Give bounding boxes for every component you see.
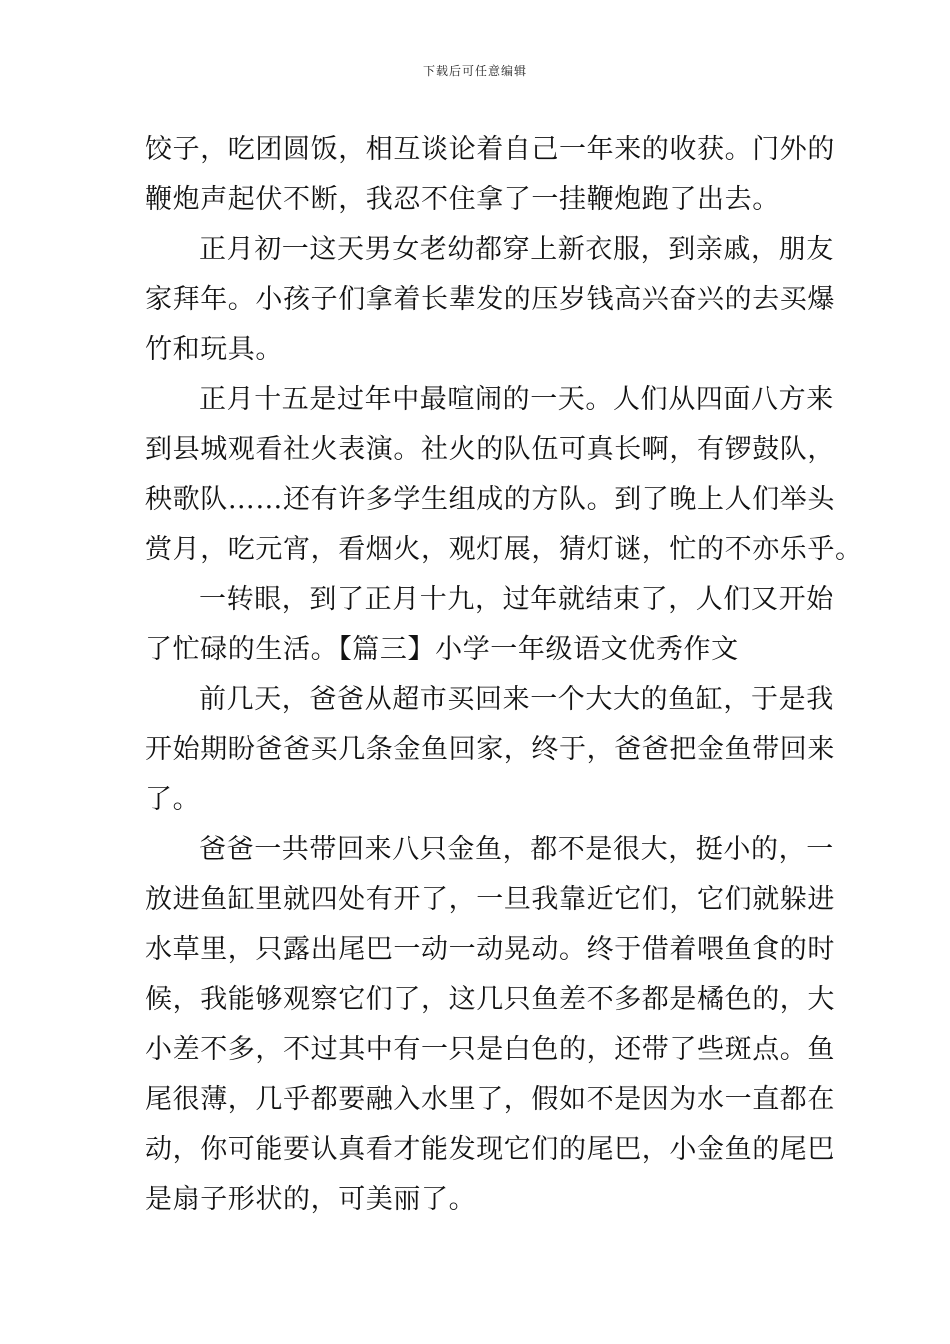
text-line: 水草里，只露出尾巴一动一动晃动。终于借着喂鱼食的时 [145, 934, 835, 965]
document-body [145, 125, 863, 1225]
text-line: 是扇子形状的，可美丽了。 [145, 1184, 477, 1215]
text-line: 正月十五是过年中最喧闹的一天。人们从四面八方来 [199, 384, 834, 415]
text-line: 赏月，吃元宵，看烟火，观灯展，猜灯谜，忙的不亦乐乎。 [145, 534, 863, 565]
text-line: 家拜年。小孩子们拿着长辈发的压岁钱高兴奋兴的去买爆 [145, 284, 835, 315]
text-line: 前几天，爸爸从超市买回来一个大大的鱼缸，于是我 [199, 684, 834, 715]
text-line: 鞭炮声起伏不断，我忍不住拿了一挂鞭炮跑了出去。 [145, 184, 780, 215]
text-line: 正月初一这天男女老幼都穿上新衣服，到亲戚，朋友 [199, 234, 834, 265]
page-header: 下载后可任意编辑 [422, 64, 527, 78]
text-line: 动，你可能要认真看才能发现它们的尾巴，小金鱼的尾巴 [145, 1134, 835, 1165]
text-line: 尾很薄，几乎都要融入水里了，假如不是因为水一直都在 [145, 1084, 835, 1115]
text-line: 了。 [145, 784, 201, 815]
text-line: 小差不多，不过其中有一只是白色的，还带了些斑点。鱼 [145, 1034, 835, 1065]
text-line: 开始期盼爸爸买几条金鱼回家，终于，爸爸把金鱼带回来 [145, 734, 835, 765]
text-line: 竹和玩具。 [145, 334, 283, 365]
text-line: 候，我能够观察它们了，这几只鱼差不多都是橘色的，大 [145, 984, 835, 1015]
text-line: 秧歌队……还有许多学生组成的方队。到了晚上人们举头 [145, 484, 835, 515]
text-line: 一转眼，到了正月十九，过年就结束了，人们又开始 [199, 584, 834, 615]
text-line: 到县城观看社火表演。社火的队伍可真长啊，有锣鼓队， [145, 434, 835, 465]
text-line: 了忙碌的生活。【篇三】小学一年级语文优秀作文 [145, 634, 739, 665]
text-line: 放进鱼缸里就四处有开了，一旦我靠近它们，它们就躲进 [145, 884, 835, 915]
text-line: 饺子，吃团圆饭，相互谈论着自己一年来的收获。门外的 [145, 134, 835, 165]
text-line: 爸爸一共带回来八只金鱼，都不是很大，挺小的，一 [199, 834, 834, 865]
